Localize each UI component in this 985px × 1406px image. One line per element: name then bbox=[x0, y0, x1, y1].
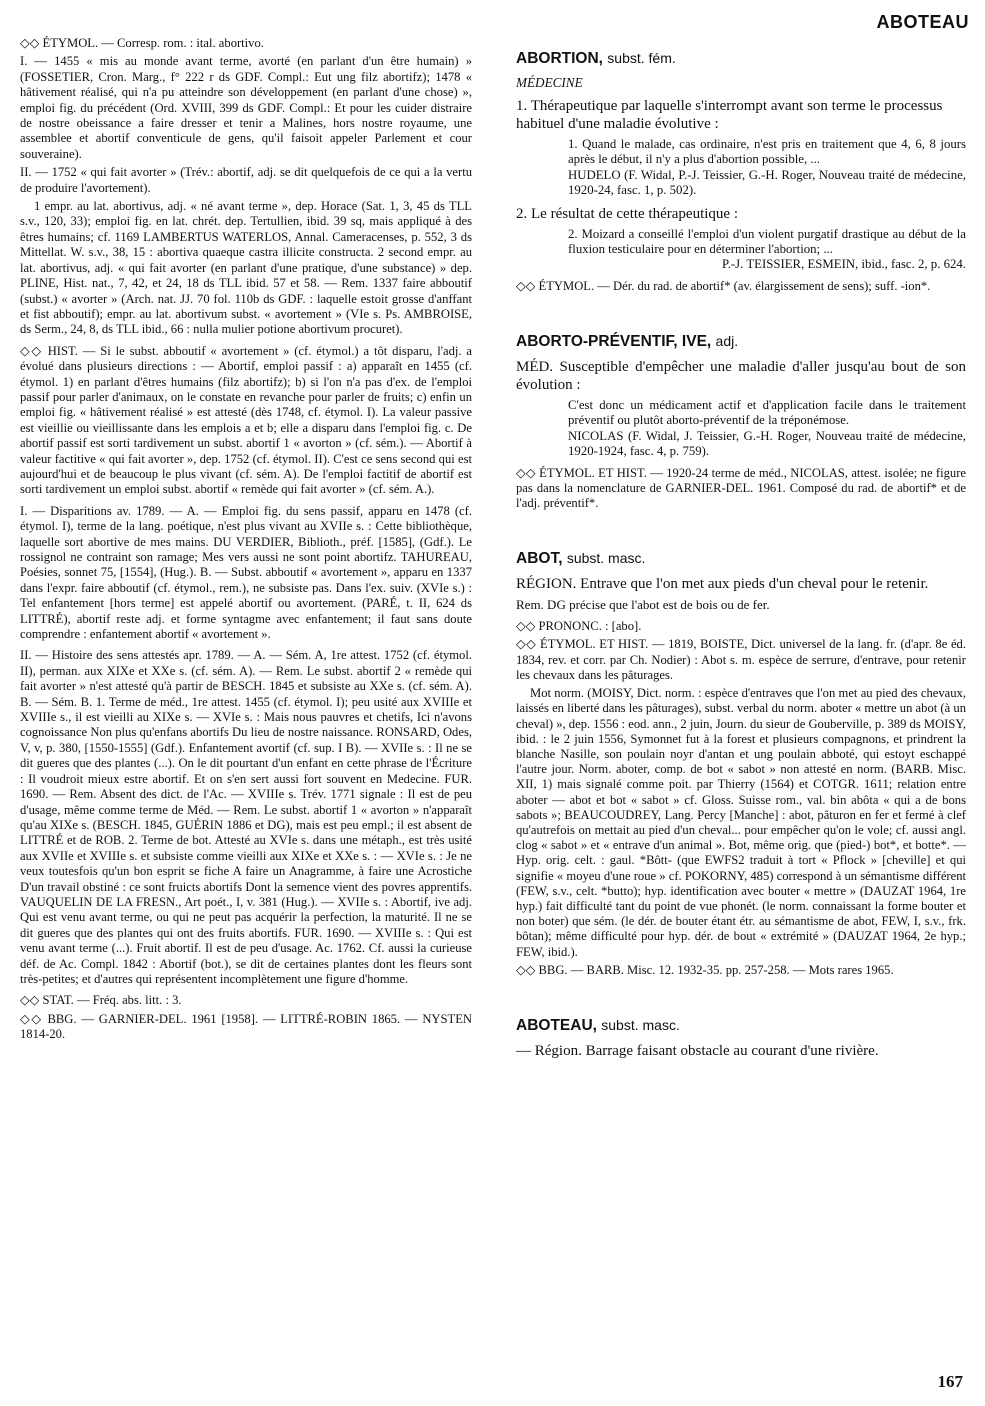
headword: ABOT, bbox=[516, 550, 563, 568]
running-head: ABOTEAU bbox=[876, 12, 969, 32]
headword: ABORTION, bbox=[516, 50, 603, 67]
abortif-etymol-ii: II. — 1752 « qui fait avorter » (Trév.: abortif, adj. se dit quelquefois de ce qui a la vertu de produire l'avortement). bbox=[20, 165, 472, 195]
page-number: 167 bbox=[937, 1372, 963, 1391]
entry-head-aboteau bbox=[516, 1017, 966, 1034]
example-source: NICOLAS (F. Widal, J. Teissier, G.-H. Roger, Nouveau traité de médecine, 1920-1924, fasc. 4, p. 759). bbox=[568, 428, 966, 459]
example bbox=[568, 398, 966, 460]
definition: MÉD. Susceptible d'empêcher une maladie d'aller jusqu'au bout de son évolution : bbox=[516, 359, 966, 394]
grammatical-category: adj. bbox=[715, 333, 739, 350]
right-column bbox=[516, 36, 966, 1064]
example-source: HUDELO (F. Widal, P.-J. Teissier, G.-H. Roger, Nouveau traité de médecine, 1920-24, fasc. 1, p. 502). bbox=[568, 167, 966, 198]
left-column bbox=[20, 36, 472, 1046]
domain-label: MÉDECINE bbox=[516, 75, 583, 90]
sense-2: 2. Le résultat de cette thérapeutique : bbox=[516, 205, 738, 222]
abortif-hist-sens-attestes: II. — Histoire des sens attestés apr. 1789. — A. — Sém. A, 1re attest. 1752 (cf. étymol. II), perman. aux XIXe et XXe s. (cf. sém. A). — Rem. Le subst. abortif 2 « remède qui fait avorter » n'est attesté qu'à partir de BESCH. 1845 et subsiste au XXe s. (cf. sém. A). B. — Sém. B. 1. Terme de méd., 1re attest. 1455 (cf. étymol. I); peu usité aux XVIIIe et XVIIIe s., il est vieilli au XIXe s. — XVIe s. : Mais nous pauvres et chetifs, Ici n'avons cognoissance Non plus qu'enfans abortifs Du lieu de nostre naissance. RONSARD, Odes, V, v, p. 380, [1550-1555] (Gdf.). Enfantement avortif (cf. sup. I B). — XVIIe s. : Il ne se dit gueres que des plantes (...). On le dit pourtant d'un enfant en cette phrase de l'Écriture : Il voudroit mieux estre abortif. Et on s'en sert aussi fort souvent en Medecine. FUR. 1690. — Rem. Absent des dict. de l'Ac. — XVIIIe s. Trév. 1771 signale : Il est de peu d'usage, même comme terme de Méd. — Rem. Le subst. abortif 1 « avorton » n'apparaît qu'au XIXe s. (BESCH. 1845, GUÉRIN 1886 et DG), mais est peu empl.; il est absent de LITTRÉ et de ROB. 2. Terme de bot. Attesté au XVIe s. dans une métaph., est très usité aux XVIIe et XVIIIe s. et subsiste comme vieilli aux XIXe et XXe s. : — XVIe s. : Je ne veux toutesfois qu'un bon esprit se fiche A faire un Anagramme, à faire une Acrostiche D'un travail obstiné : ce sont fruicts abortifs Dont la semence vient des povres apprentifs. VAUQUELIN DE LA FRESN., Art poét., I, v. 381 (Hug.). — XVIIe s. : Abortif, ive adj. Qui est venu avant terme, ou qui ne peut pas acquérir la perfection, la maturité. Il ne se dit gueres que des plantes qui ont des fruits abortifs. FUR. 1690. — XVIIIe s. : Qui est venu avant terme (...). Fruit abortif. Il est de peu d'usage. Ac. 1762. Cf. aussi la curieuse déf. de Ac. Compl. 1842 : Abortif (bot.), se dit de certaines plantes dont les fleurs sont très-petites; et d'autres qui représentent incomplètement une figure d'homme. bbox=[20, 648, 472, 986]
example-text: 1. Quand le malade, cas ordinaire, n'est pris en traitement que 4, 6, 8 jours après le début, il n'y a plus d'abortion possible, ... bbox=[568, 137, 966, 167]
abortif-bbg: ◇◇ BBG. — GARNIER-DEL. 1961 [1958]. — LITTRÉ-ROBIN 1865. — NYSTEN 1814-20. bbox=[20, 1011, 472, 1042]
grammatical-category: subst. masc. bbox=[601, 1016, 680, 1033]
remark: Rem. DG précise que l'abot est de bois ou de fer. bbox=[516, 597, 770, 613]
example-source: P.-J. TEISSIER, ESMEIN, ibid., fasc. 2, p. 624. bbox=[722, 257, 966, 272]
grammatical-category: subst. fém. bbox=[607, 50, 676, 66]
sense-1: 1. Thérapeutique par laquelle s'interrompt avant son terme le processus habituel d'une maladie évolutive : bbox=[516, 98, 943, 132]
entry-head-abortion bbox=[516, 50, 966, 67]
abortif-hist-disparitions: I. — Disparitions av. 1789. — A. — Emploi fig. du sens passif, apparu en 1478 (cf. étymol. I), terme de la lang. poétique, n'est plus vivant au XVIIe s. : Cette bibliothèque, laquelle sort abortive de mes mains. DU VERDIER, Biblioth., préf. [1585], (Gdf.). Le rossignol ne contraint son ramage; Mes vers aussi ne sont point abortifz. TAHUREAU, Poésies, sonnet 75, [1554], (Hug.). B. — Subst. abboutif « avortement », apparu en 1337 dans l'expr. faire abboutif (cf. étymol., rem.), ne subsiste pas. Dans l'ex. suiv. (XVIe s.) : Tel enfantement [hors terme] est appelé abortif ou avortement. (PARÉ, t. II, 624 ds LITTRÉ), abortif reste adj. et forme syntagme avec enfantement; il faut sans doute comprendre : enfantement abortif « avortement ». bbox=[20, 503, 472, 642]
entry-head-aborto-preventif bbox=[516, 333, 966, 350]
example-2 bbox=[568, 227, 966, 273]
abot-etymol: ◇◇ ÉTYMOL. ET HIST. — 1819, BOISTE, Dict. universel de la lang. fr. (d'apr. 8e éd. 1834, rev. et corr. par Ch. Nodier) : Abot s. m. espèce de serrure, d'entrave, pour retenir les chevaux dans les pâturages. bbox=[516, 637, 966, 682]
grammatical-category: subst. masc. bbox=[566, 550, 646, 567]
headword: ABOTEAU, bbox=[516, 1016, 597, 1034]
entry-head-abot bbox=[516, 550, 966, 567]
abot-bbg: ◇◇ BBG. — BARB. Misc. 12. 1932-35. pp. 257-258. — Mots rares 1965. bbox=[516, 962, 894, 977]
example-text: C'est donc un médicament actif et d'application facile dans le traitement préventif ou plutôt aborto-préventif de la tréponémose. bbox=[568, 398, 966, 428]
abortif-etymol-i: I. — 1455 « mis au monde avant terme, avorté (en parlant d'un être humain) » (FOSSETIER, Cron. Marg., f° 222 r ds GDF. Compl.: Eut ung filz abortifz); 1478 « hâtivement réalisé, qui n'a pu atteindre son développement (en parlant d'une chose) », emploi fig. du précédent (Ord. XVIII, 399 ds GDF. Compl.: Et pour les cuider distraire de nostre obeissance a faire dresser et tenir a Malines, hors nostre royaume, une assemblee et abortif conventicule de gens, qu'il faisoit appeler Parlement et cour souveraine). bbox=[20, 54, 472, 161]
abortion-etymol: ◇◇ ÉTYMOL. — Dér. du rad. de abortif* (av. élargissement de sens); suff. -ion*. bbox=[516, 278, 931, 293]
example-1 bbox=[568, 137, 966, 199]
abortif-hist: ◇◇ HIST. — Si le subst. abboutif « avortement » (cf. étymol.) a tôt disparu, l'adj. a évolué dans plusieurs directions : — Abortif, emploi passif : a) apparaît en 1455 (cf. étymol. 1) en parlant d'êtres humains (filz abortifz); b) si l'on n'a pas d'ex. de l'emploi passif pour parler d'animaux, on le constate en revanche pour parler de fruits; c) enfin un emploi fig. « hâtivement réalisé » est attesté (dès 1748, cf. étymol. I). La valeur passive est vieillie ou vieillissante dans les emplois a et b; elle a disparu dans l'emploi fig. c. De abortif passif est sorti tardivement un subst. abortif 1 « avorton » (cf. sém.). — Abortif à valeur factitive « qui fait avorter », dep. 1752 (cf. étymol. II). C'est ce sens second qui est aujourd'hui et de beaucoup le plus vivant (cf. sém. A). De l'emploi factitif de abortif est sorti tardivement un emploi subst. abortif « remède qui fait avorter » (cf. sém. A.). bbox=[20, 343, 472, 497]
example-text: 2. Moizard a conseillé l'emploi d'un violent purgatif drastique au début de la fluxion testiculaire pour en déterminer l'abortion; ... bbox=[568, 226, 966, 257]
abot-etymol-body: Mot norm. (MOISY, Dict. norm. : espèce d'entraves que l'on met au pied des chevaux, laissés en liberté dans les pâturages), subst. verbal du norm. aboter « mettre un abot (à un cheval) », dep. 1556 : eod. ann., 2 juin, Journ. du sieur de Gouberville, p. 389 ds MOISY, ibid. : le 2 juin 1556, Symonnet fut à la forest et plusieurs compagnons, et prindrent la blanche Nasille, son poulain noyr d'antan et ung poulain abboté, qui estoyt eschappé l'autre jour. Norm. aboter, comp. de bot « sabot » non attesté en norm. (BARB. Misc. XII, 1) mais signalé comme poit. par Thierry (1564) et COTGR. 1611; relation entre aboter — abot et bot « sabot » cf. Gloss. Suisse rom., val. bin abôta « qui a de bons sabots »; BEAUCOUDREY, Lang. Percy [Manche] : abot, pâturon en fer et fermé à clef qu'autrefois on mettait au pied d'un cheval... pour empêcher qu'on le vole; cf. aussi angl. clog « sabot » et « entrave d'un animal ». Bot, même orig. que (pied-) bot*, et botte*. — Hyp. orig. celt. : gaul. *Bôtt- (que EWFS2 traduit à tort « Pflock » [cheville] et qui signifie « moyeu d'une roue » cf. POKORNY, 485) correspond à un sémantisme différent (FEW, s.v., celt. *butto); hyp. identification avec bouter « mettre » (DAUZAT 1964, 1re hyp.) fait difficulté tant du point de vue phonét. (le norm. connaissant la forme bouter et non boter) que sém. (le dér. de bouter étant étr. au sémantisme de abot, FEW, I, s.v., frk. bôtan); même difficulté pour hyp. dér. de bout « extrémité » (DAUZAT 1964, 2e hyp.; FEW, ibid.). bbox=[516, 686, 966, 959]
abortif-etymol-notes: 1 empr. au lat. abortivus, adj. « né avant terme », dep. Horace (Sat. 1, 3, 45 ds TLL s.v., 120, 33); emploi fig. en lat. chrét. dep. Tertullien, ibid. 39 sq, mais appliqué à des êtres humains; cf. 1169 LAMBERTUS WATERLOS, Annal. Cameracenses, p. 552, 3 ds Mittellat. W. s.v., 38, 15 : abortiva quaeque castra illicite constructa. 2 second empr. au lat. abortivus, adj. « qui fait avorter (en parlant d'une pratique, d'une substance) » dep. PLINE, Hist. nat., 7, 42, et 24, 18 ds TLL ibid. 57 et 58. — Rem. 1337 faire abboutif (subst.) « avorter » (Arch. nat. JJ. 70 fol. 110b ds GDF. : laquelle estoit grosse d'anffant et fist abboutif); empr. au lat. abortivum subst. « avortement » (VIe s. Ps. AMBROISE, ds Serm., 24, 8, ds TLL ibid., 66 : nulla mulier potione abortivum procuret). bbox=[20, 199, 472, 337]
headword: ABORTO-PRÉVENTIF, IVE, bbox=[516, 333, 712, 351]
aborto-etymol: ◇◇ ÉTYMOL. ET HIST. — 1920-24 terme de méd., NICOLAS, attest. isolée; ne figure pas dans la nomenclature de GARNIER-DEL. 1961. Composé du rad. de abortif* et de l'adj. préventif*. bbox=[516, 465, 966, 511]
abortif-stat: ◇◇ STAT. — Fréq. abs. litt. : 3. bbox=[20, 993, 182, 1008]
definition: — Région. Barrage faisant obstacle au courant d'une rivière. bbox=[516, 1042, 879, 1059]
abot-prononc: ◇◇ PRONONC. : [abo]. bbox=[516, 619, 642, 634]
definition: RÉGION. Entrave que l'on met aux pieds d'un cheval pour le retenir. bbox=[516, 576, 929, 593]
abortif-etymol: ◇◇ ÉTYMOL. — Corresp. rom. : ital. abortivo. bbox=[20, 36, 264, 50]
